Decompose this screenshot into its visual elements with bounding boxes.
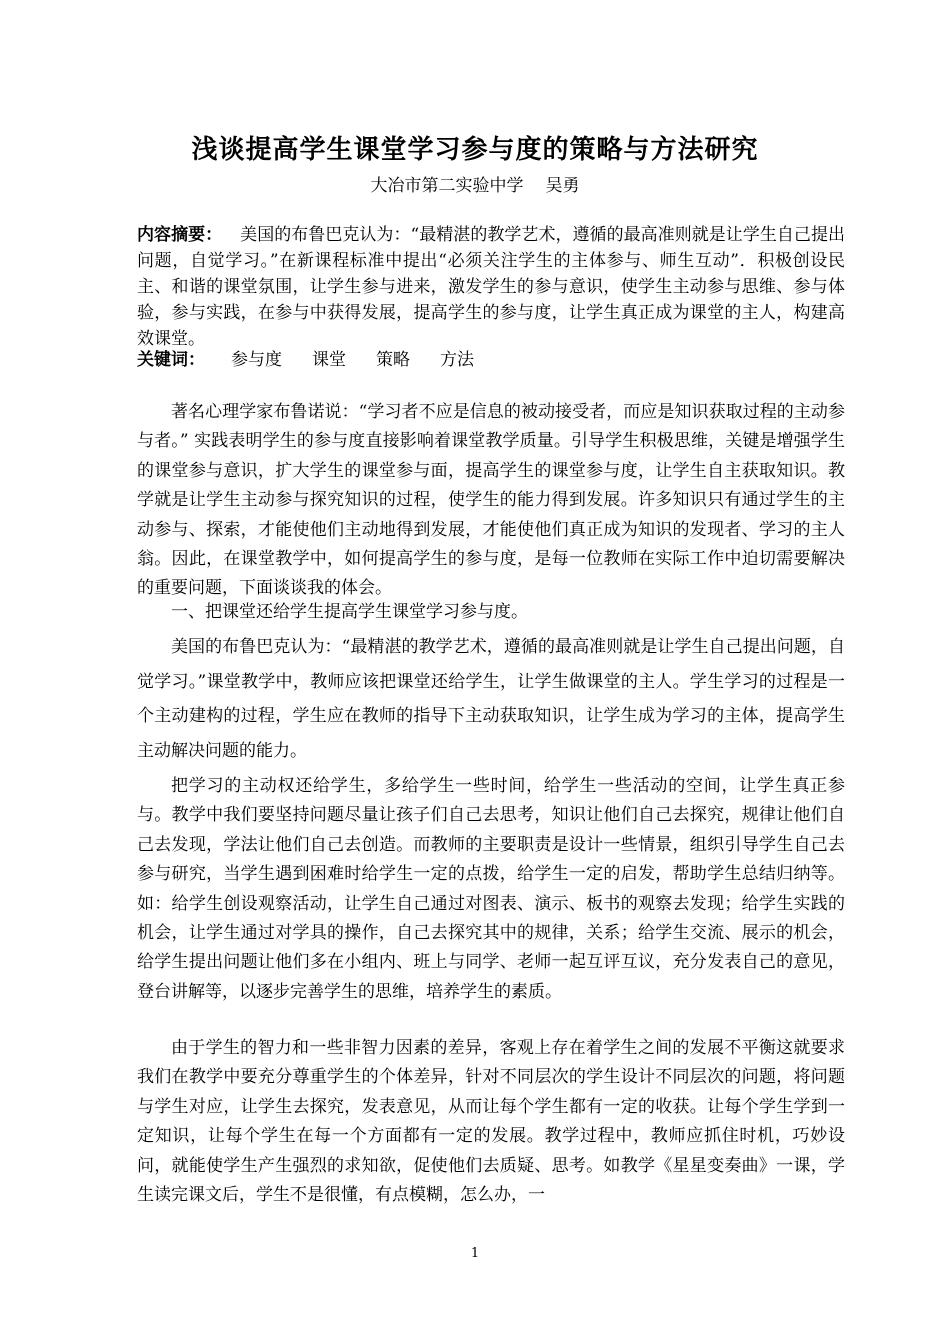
keywords-label: 关键词： — [137, 350, 205, 370]
keyword-item: 策略 — [376, 350, 410, 370]
body-paragraph: 美国的布鲁巴克认为：“最精湛的教学艺术，遵循的最高准则就是让学生自己提出问题，自觉学习。”课堂教学中，教师应该把课堂还给学生，让学生做课堂的主人。学生学习的过程是一个主动建构的过程，学生应在教师的指导下主动获取知识，让学生成为学习的主体，提高学生主动解决问题的能力。 — [137, 637, 845, 761]
body-section — [137, 598, 845, 627]
author-name: 吴勇 — [545, 176, 580, 196]
abstract-text: 美国的布鲁巴克认为：“最精湛的教学艺术，遵循的最高准则就是让学生自己提出问题，自觉学习。”在新课程标准中提出“必须关注学生的主体参与、师生互动”．积极创设民主、和谐的课堂氛围，让学生参与进来，激发学生的参与意识，使学生主动参与思维、参与体验，参与实践，在参与中获得发展，提高学生的参与度，让学生真正成为课堂的主人，构建高效课堂。 — [137, 225, 845, 349]
body-section — [137, 1034, 845, 1210]
body-paragraph: 由于学生的智力和一些非智力因素的差异，客观上存在着学生之间的发展不平衡这就要求我们在教学中要充分尊重学生的个体差异，针对不同层次的学生设计不同层次的问题，将问题与学生对应，让学生去探究，发表意见，从而让每个学生都有一定的收获。让每个学生学到一定知识，让每个学生在每一个方面都有一定的发展。教学过程中，教师应抓住时机，巧妙设问，就能使学生产生强烈的求知欲，促使他们去质疑、思考。如教学《星星变奏曲》一课，学生读完课文后，学生不是很懂，有点模糊，怎么办，一 — [137, 1038, 845, 1206]
section-heading: 一、把课堂还给学生提高学生课堂学习参与度。 — [171, 602, 528, 622]
body-paragraph: 著名心理学家布鲁诺说：“学习者不应是信息的被动接受者，而应是知识获取过程的主动参与者。” 实践表明学生的参与度直接影响着课堂教学质量。引导学生积极思维，关键是增强学生的课堂参与意识，扩大学生的课堂参与面，提高学生的课堂参与度，让学生自主获取知识。教学就是让学生主动参与探究知识的过程，使学生的能力得到发展。许多知识只有通过学生的主动参与、探索，才能使他们主动地得到发展，才能使他们真正成为知识的发现者、学习的主人翁。因此，在课堂教学中，如何提高学生的参与度，是每一位教师在实际工作中迫切需要解决的重要问题，下面谈谈我的体会。 — [137, 402, 845, 599]
keywords — [137, 347, 845, 373]
keyword-item: 方法 — [440, 350, 474, 370]
page-number: 1 — [470, 1246, 480, 1261]
abstract — [137, 222, 845, 352]
body-section — [137, 398, 845, 604]
body-section — [137, 630, 845, 768]
author-byline — [0, 172, 950, 200]
abstract-label: 内容摘要： — [137, 225, 223, 245]
document-title: 浅谈提高学生课堂学习参与度的策略与方法研究 — [191, 135, 759, 165]
body-paragraph: 把学习的主动权还给学生，多给学生一些时间，给学生一些活动的空间，让学生真正参与。教学中我们要坚持问题尽量让孩子们自己去思考，知识让他们自己去探究，规律让他们自己去发现，学法让他们自己去创造。而教师的主要职责是设计一些情景，组织引导学生自己去参与研究，当学生遇到困难时给学生一定的点拨，给学生一定的启发，帮助学生总结归纳等。如：给学生创设观察活动，让学生自己通过对图表、演示、板书的观察去发现；给学生实践的机会，让学生通过对学具的操作，自己去探究其中的规律，关系；给学生交流、展示的机会，给学生提出问题让他们多在小组内、班上与同学、老师一起互评互议，充分发表自己的意见，登台讲解等，以逐步完善学生的思维，培养学生的素质。 — [137, 776, 845, 1002]
keyword-item: 课堂 — [312, 350, 346, 370]
school-name: 大冶市第二实验中学 — [370, 176, 524, 196]
keyword-item: 参与度 — [231, 350, 282, 370]
body-section — [137, 772, 845, 1007]
